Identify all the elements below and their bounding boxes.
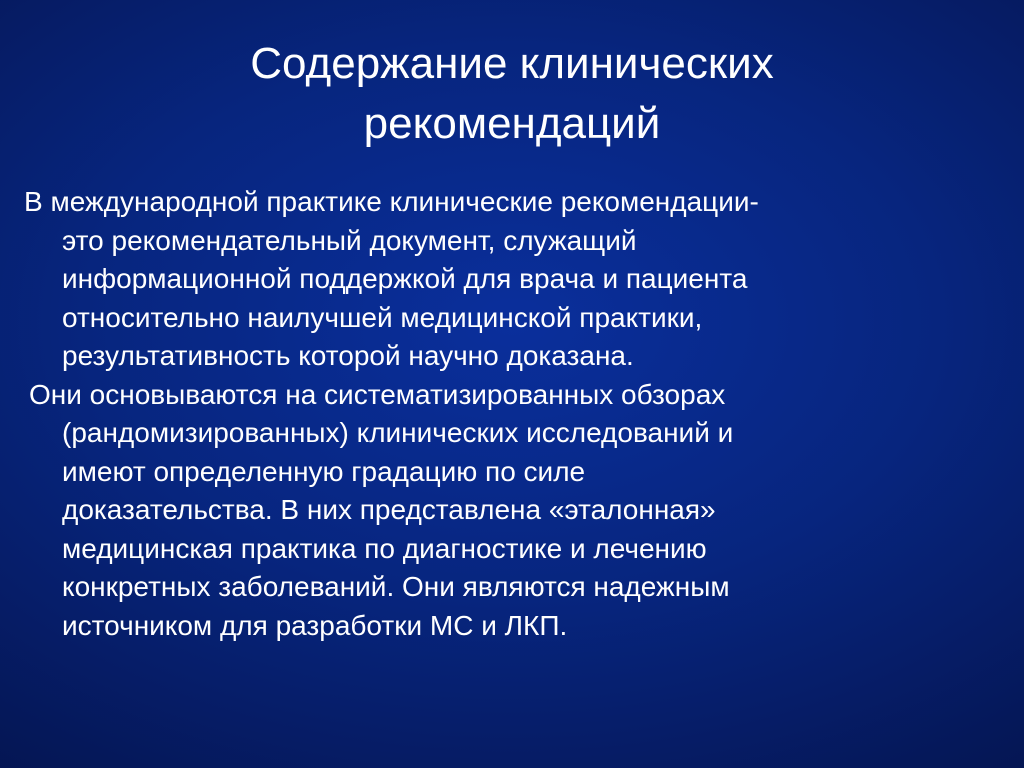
slide-title-line: Содержание клинических xyxy=(250,39,774,88)
paragraph-basis xyxy=(29,376,982,646)
paragraph-definition xyxy=(24,183,982,376)
paragraph-line: источником для разработки МС и ЛКП. xyxy=(62,609,568,641)
slide-body xyxy=(24,183,982,645)
slide-title-line: рекомендаций xyxy=(363,99,661,148)
paragraph-line: В международной практике клинические рекомендации- xyxy=(24,186,759,217)
slide-title xyxy=(62,34,962,154)
paragraph-line: Они основываются на систематизированных обзорах xyxy=(29,378,726,410)
paragraph-line: конкретных заболеваний. Они являются надежным xyxy=(62,571,730,602)
paragraph-line: результативность которой научно доказана. xyxy=(62,340,634,371)
paragraph-line: это рекомендательный документ, служащий xyxy=(62,224,637,256)
paragraph-line: медицинская практика по диагностике и лечению xyxy=(62,532,707,564)
paragraph-line: относительно наилучшей медицинской практики, xyxy=(62,301,703,333)
paragraph-line: доказательства. В них представлена «эталонная» xyxy=(62,494,716,525)
paragraph-line: (рандомизированных) клинических исследований и xyxy=(62,417,734,448)
paragraph-line: имеют определенную градацию по силе xyxy=(62,455,586,487)
paragraph-line: информационной поддержкой для врача и пациента xyxy=(62,263,748,294)
